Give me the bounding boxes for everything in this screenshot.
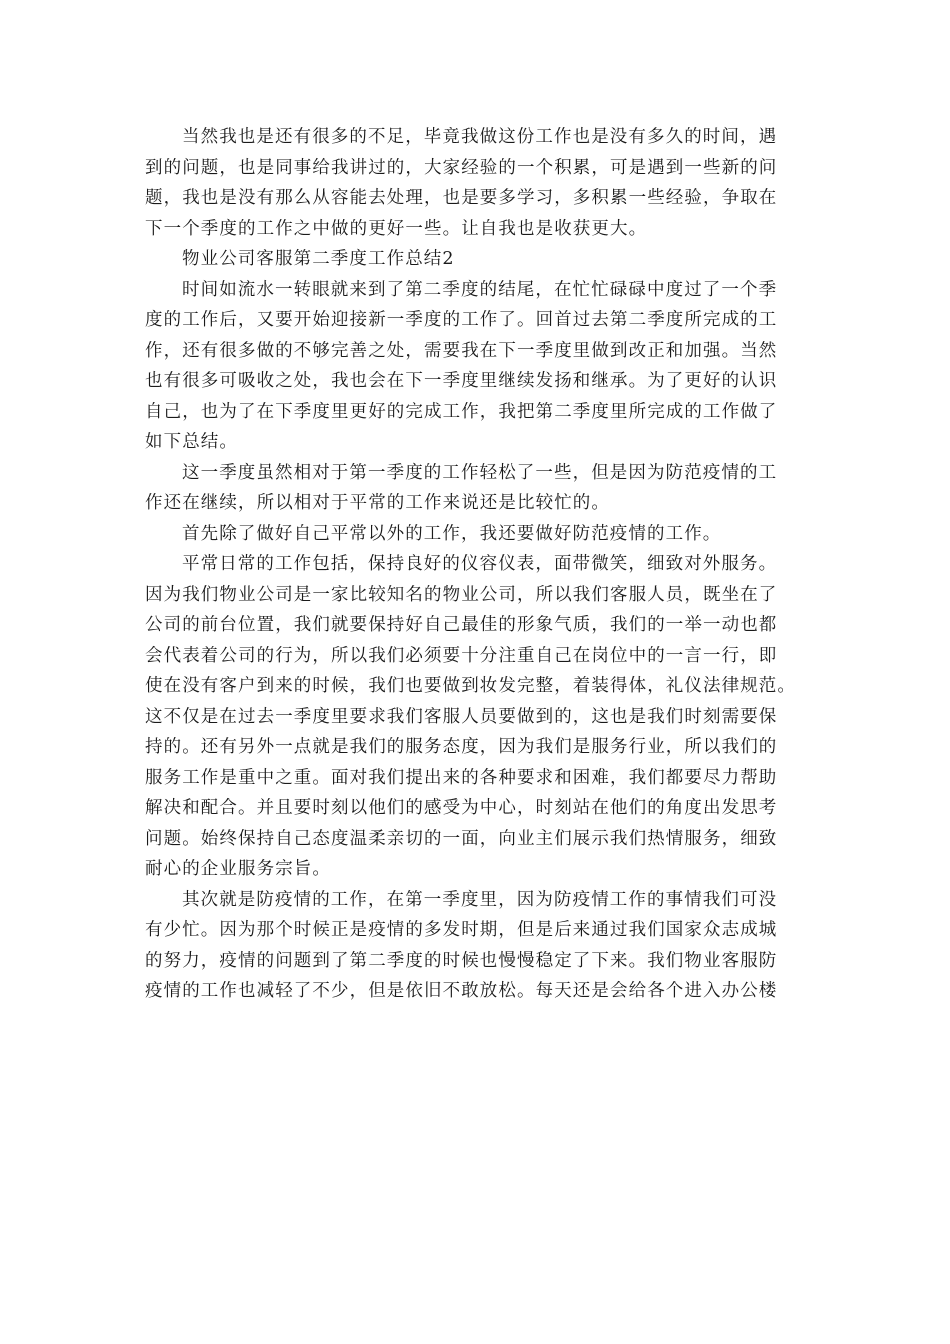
text-line: 这一季度虽然相对于第一季度的工作轻松了一些，但是因为防范疫情的工 [182, 462, 778, 483]
text-line: 公司的前台位置，我们就要保持好自己最佳的形象气质，我们的一举一动也都 [145, 615, 778, 635]
paragraph-3 [145, 458, 807, 519]
text-line: 度的工作后，又要开始迎接新一季度的工作了。回首过去第二季度所完成的工 [145, 310, 778, 330]
text-line: 自己，也为了在下季度里更好的完成工作，我把第二季度里所完成的工作做了 [145, 401, 778, 422]
document-body [145, 122, 807, 1007]
text-line: 问题。始终保持自己态度温柔亲切的一面，向业主们展示我们热情服务，细致 [145, 828, 778, 849]
text-line: 服务工作是重中之重。面对我们提出来的各种要求和困难，我们都要尽力帮助 [145, 767, 778, 788]
paragraph-2 [145, 275, 807, 458]
text-line: 当然我也是还有很多的不足，毕竟我做这份工作也是没有多久的时间，遇 [182, 127, 778, 147]
text-line: 其次就是防疫情的工作，在第一季度里，因为防疫情工作的事情我们可没 [182, 889, 778, 910]
text-line: 也有很多可吸收之处，我也会在下一季度里继续发扬和继承。为了更好的认识 [145, 371, 778, 391]
text-line: 的努力，疫情的问题到了第二季度的时候也慢慢稳定了下来。我们物业客服防 [145, 950, 778, 971]
text-line: 使在没有客户到来的时候，我们也要做到妆发完整，着装得体，礼仪法律规范。 [145, 676, 796, 696]
text-line: 解决和配合。并且要时刻以他们的感受为中心，时刻站在他们的角度出发思考 [145, 798, 778, 818]
section-title [145, 244, 807, 275]
paragraph-5 [145, 549, 807, 885]
section-title-text: 物业公司客服第二季度工作总结2 [182, 249, 455, 269]
text-line: 到的问题，也是同事给我讲过的，大家经验的一个积累，可是遇到一些新的问 [145, 157, 778, 178]
text-line: 时间如流水一转眼就来到了第二季度的结尾，在忙忙碌碌中度过了一个季 [182, 279, 778, 300]
paragraph-4 [145, 519, 807, 550]
paragraph-1 [145, 122, 807, 244]
text-line: 这不仅是在过去一季度里要求我们客服人员要做到的，这也是我们时刻需要保 [145, 706, 778, 727]
text-line: 有少忙。因为那个时候正是疫情的多发时期，但是后来通过我们国家众志成城 [145, 920, 778, 940]
text-line: 耐心的企业服务宗旨。 [145, 859, 331, 879]
text-line: 疫情的工作也减轻了不少，但是依旧不敢放松。每天还是会给各个进入办公楼 [145, 981, 778, 1001]
text-line: 作还在继续，所以相对于平常的工作来说还是比较忙的。 [145, 493, 610, 513]
paragraph-6 [145, 885, 807, 1007]
text-line: 持的。还有另外一点就是我们的服务态度，因为我们是服务行业，所以我们的 [145, 737, 778, 757]
text-line: 题，我也是没有那么从容能去处理，也是要多学习，多积累一些经验，争取在 [145, 188, 778, 208]
text-line: 会代表着公司的行为，所以我们必须要十分注重自己在岗位中的一言一行，即 [145, 645, 778, 666]
text-line: 平常日常的工作包括，保持良好的仪容仪表，面带微笑，细致对外服务。 [182, 554, 778, 574]
text-line: 因为我们物业公司是一家比较知名的物业公司，所以我们客服人员，既坐在了 [145, 584, 778, 605]
text-line: 作，还有很多做的不够完善之处，需要我在下一季度里做到改正和加强。当然 [145, 340, 778, 361]
text-line: 首先除了做好自己平常以外的工作，我还要做好防范疫情的工作。 [182, 523, 722, 544]
text-line: 如下总结。 [145, 432, 238, 452]
text-line: 下一个季度的工作之中做的更好一些。让自我也是收获更大。 [145, 218, 648, 239]
